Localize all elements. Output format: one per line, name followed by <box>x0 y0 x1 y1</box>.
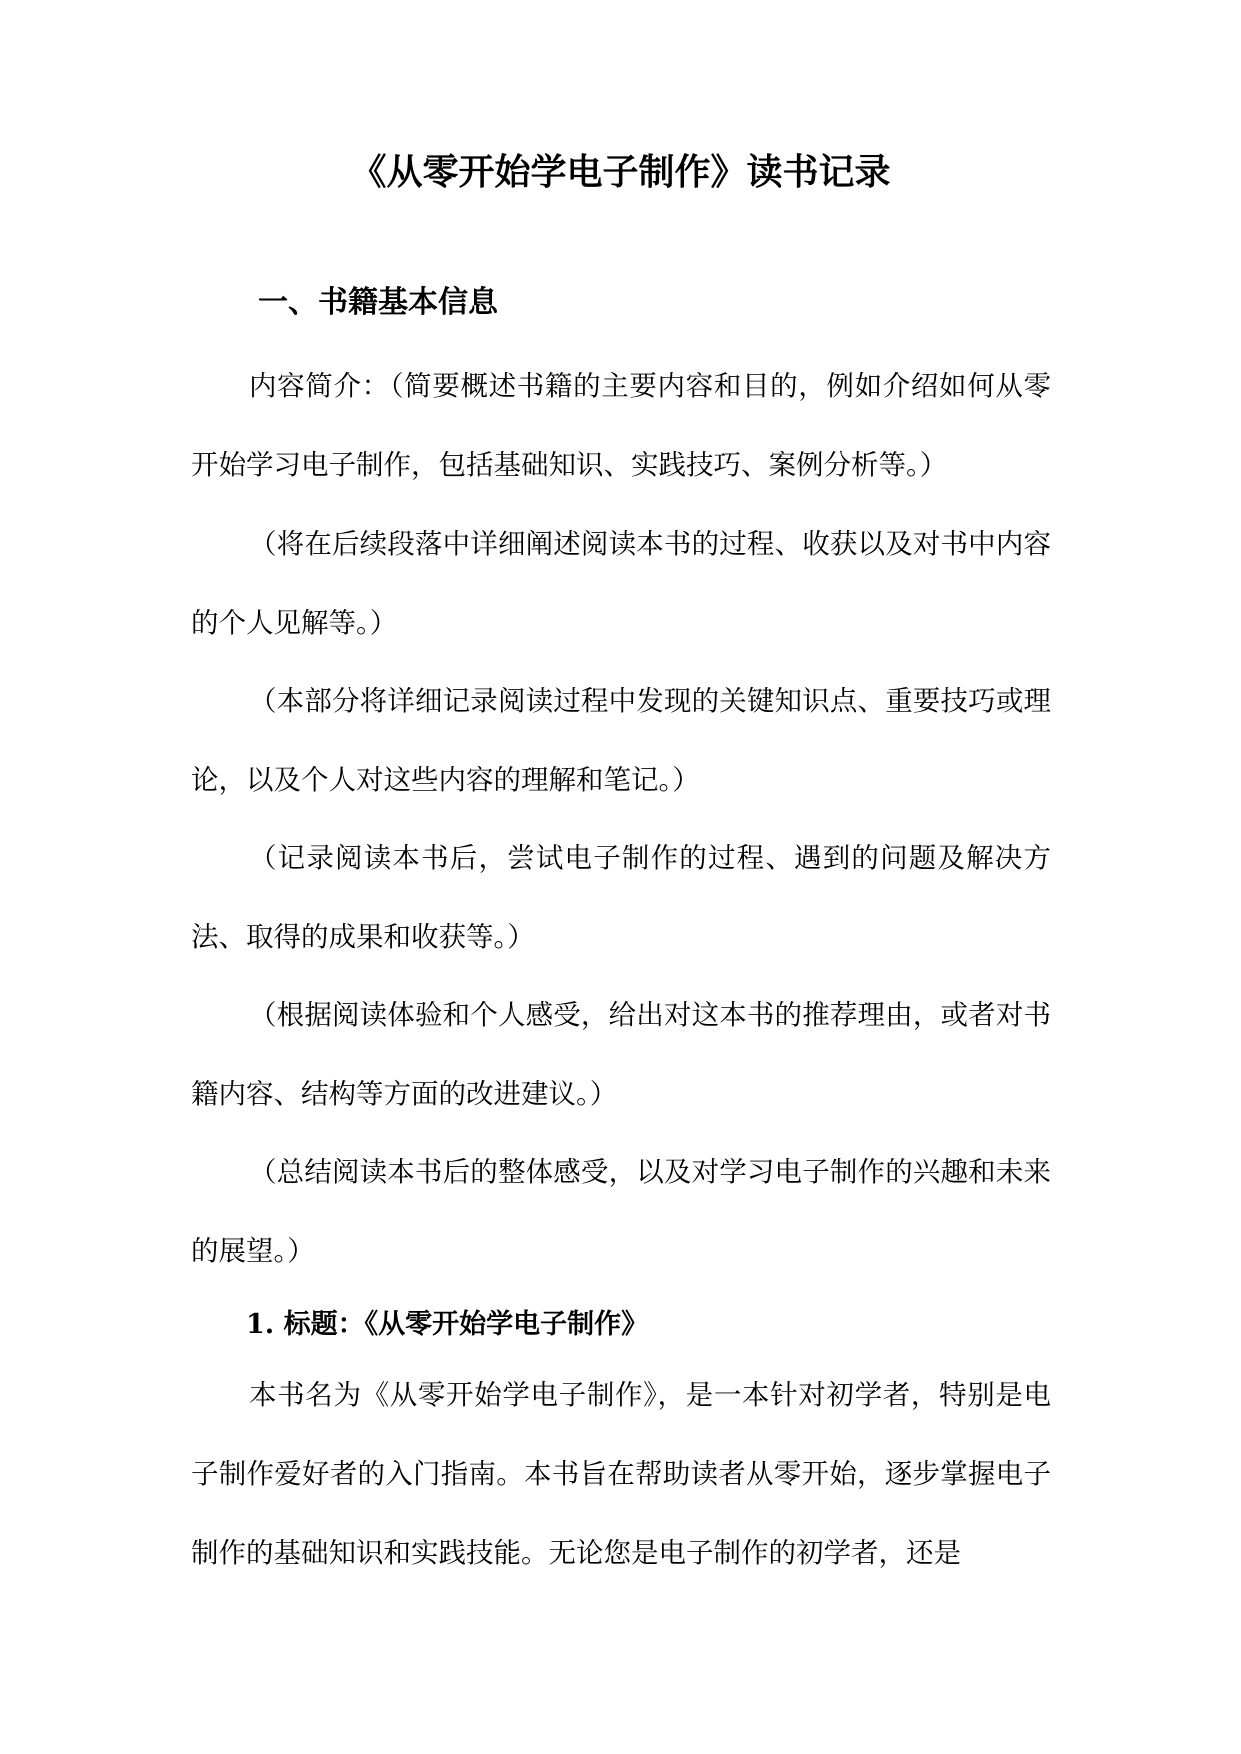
paragraph-reading-process: （将在后续段落中详细阐述阅读本书的过程、收获以及对书中内容的个人见解等。） <box>191 528 1051 639</box>
paragraph-practice: （记录阅读本书后，尝试电子制作的过程、遇到的问题及解决方法、取得的成果和收获等。） <box>191 842 1051 953</box>
paragraph-summary: （总结阅读本书后的整体感受，以及对学习电子制作的兴趣和未来的展望。） <box>191 1156 1051 1267</box>
paragraph-key-points: （本部分将详细记录阅读过程中发现的关键知识点、重要技巧或理论，以及个人对这些内容的理解和笔记。） <box>191 685 1051 796</box>
subsection-heading-title: 1. 标题：《从零开始学电子制作》 <box>246 1309 649 1340</box>
paragraph-content-summary: 内容简介：（简要概述书籍的主要内容和目的，例如介绍如何从零开始学习电子制作，包括基础知识、实践技巧、案例分析等。） <box>191 370 1051 481</box>
document-title: 《从零开始学电子制作》读书记录 <box>350 151 891 193</box>
section-heading-basic-info: 一、书籍基本信息 <box>258 285 498 320</box>
paragraph-recommendation: （根据阅读体验和个人感受，给出对这本书的推荐理由，或者对书籍内容、结构等方面的改进建议。） <box>191 999 1051 1110</box>
paragraph-book-intro: 本书名为《从零开始学电子制作》，是一本针对初学者，特别是电子制作爱好者的入门指南。本书旨在帮助读者从零开始，逐步掌握电子制作的基础知识和实践技能。无论您是电子制作的初学者，还是 <box>191 1379 1051 1569</box>
